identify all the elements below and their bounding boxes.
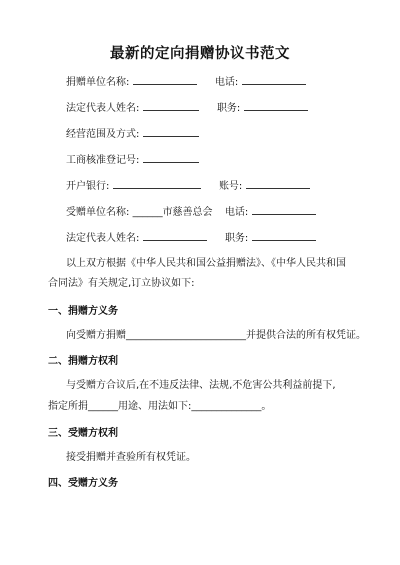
recipient-position-label: 职务:: [224, 233, 249, 244]
section-2-line-1: 与受赠方合议后,在不违反法律、法规,不危害公共利益前提下,: [66, 380, 336, 391]
recipient-unit-blank[interactable]: ______: [132, 207, 163, 218]
section-1-text-after: 并提供合法的所有权凭证。: [246, 330, 366, 341]
registration-label: 工商核准登记号:: [66, 155, 140, 166]
bank-blank[interactable]: [113, 179, 201, 189]
section-1-text-before: 向受赠方捐赠: [66, 330, 126, 341]
section-heading-2: 二、捐赠方权利: [48, 356, 118, 367]
recipient-legal-rep-row: [66, 231, 316, 245]
donor-phone-blank[interactable]: [242, 75, 306, 85]
account-blank[interactable]: [246, 179, 310, 189]
recipient-unit-row: [66, 205, 316, 219]
recipient-phone-label: 电话:: [224, 207, 249, 218]
section-2-line-2: [48, 400, 271, 413]
section-heading-4: 四、受赠方义务: [48, 478, 118, 489]
section-2-text-after: 。: [261, 401, 272, 412]
bank-row: [66, 179, 310, 193]
registration-row: [66, 153, 199, 167]
section-2-text-mid: 用途、用法如下:: [118, 401, 192, 412]
section-3-text: 接受捐赠并查验所有权凭证。: [66, 452, 196, 463]
section-2-blank-1[interactable]: ______: [88, 401, 118, 412]
section-1-blank[interactable]: ________________________: [126, 330, 246, 341]
recipient-unit-label: 受赠单位名称:: [66, 207, 130, 218]
document-title: 最新的定向捐赠协议书范文: [110, 46, 290, 62]
registration-blank[interactable]: [143, 153, 199, 163]
section-1-text: [66, 329, 366, 342]
section-2-blank-2[interactable]: ______________: [191, 401, 262, 412]
donor-unit-label: 捐赠单位名称:: [66, 77, 130, 88]
section-2-text-before: 指定所捐: [48, 401, 88, 412]
legal-rep-blank[interactable]: [143, 101, 199, 111]
section-heading-3: 三、受赠方权利: [48, 428, 118, 439]
intro-line-1: 以上双方根据《中华人民共和国公益捐赠法》、《中华人民共和国: [66, 258, 346, 269]
business-scope-blank[interactable]: [143, 127, 199, 137]
recipient-legal-rep-blank[interactable]: [143, 231, 207, 241]
account-label: 账号:: [218, 181, 243, 192]
legal-rep-row: [66, 101, 308, 115]
donor-phone-label: 电话:: [214, 77, 239, 88]
donor-unit-row: [66, 75, 306, 89]
recipient-legal-rep-label: 法定代表人姓名:: [66, 233, 140, 244]
business-scope-label: 经营范围及方式:: [66, 129, 140, 140]
intro-line-2: 合同法》有关规定,订立协议如下:: [48, 278, 195, 289]
donor-unit-blank[interactable]: [133, 75, 197, 85]
bank-label: 开户银行:: [66, 181, 110, 192]
recipient-unit-value: 市慈善总会: [162, 207, 213, 218]
recipient-phone-blank[interactable]: [252, 205, 316, 215]
section-heading-1: 一、捐赠方义务: [48, 306, 118, 317]
legal-rep-label: 法定代表人姓名:: [66, 103, 140, 114]
business-scope-row: [66, 127, 199, 141]
legal-rep-position-blank[interactable]: [244, 101, 308, 111]
recipient-position-blank[interactable]: [252, 231, 316, 241]
legal-rep-position-label: 职务:: [216, 103, 241, 114]
